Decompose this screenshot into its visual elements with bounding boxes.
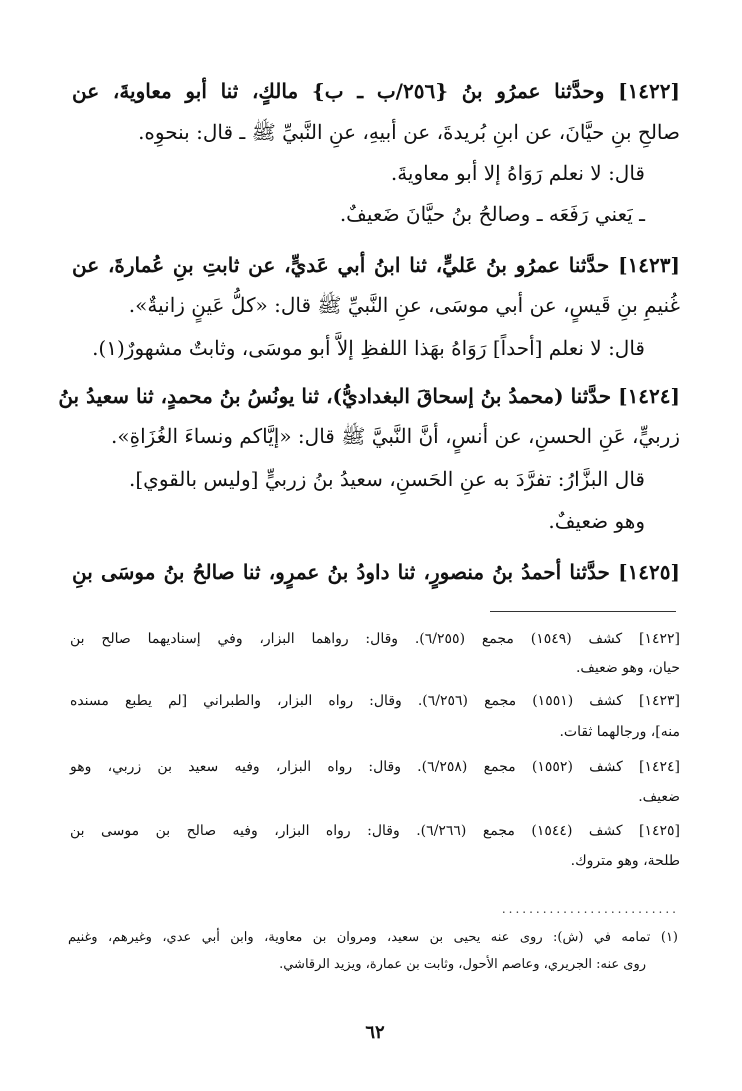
sub-footnote-line-2: روى عنه: الجريري، وعاصم الأحول، وثابت بن عمارة، ويزيد الرقاشي.: [279, 957, 646, 972]
footnote-1425-line-1: [١٤٢٥] كشف (١٥٤٤) مجمع (٦/٢٦٦). وقال: رواه البزار، وفيه صالح بن موسى بن: [70, 823, 680, 839]
hadith-1424-comment-2: وهو ضعيفٌ.: [548, 509, 645, 533]
footnote-1423-line-1: [١٤٢٣] كشف (١٥٥١) مجمع (٦/٢٥٦). وقال: رواه البزار، والطبراني [لم يطبع مسنده: [70, 693, 680, 709]
hadith-1422-comment-1: قال: لا نعلم رَوَاهُ إلا أبو معاويةَ.: [390, 161, 645, 185]
sub-footnote-line-1: (١) تمامه في (ش): روى عنه يحيى بن سعيد، ومروان بن معاوية، وابن أبي عدي، وغيرهم، وغنيم: [68, 930, 678, 945]
hadith-1424-comment-1: قال البزَّارُ: تفرَّدَ به عنِ الحَسنِ، سعيدُ بنُ زربيٍّ [وليس بالقوي].: [129, 467, 645, 491]
hadith-1424-line-1: [١٤٢٤] حدَّثنا (محمدُ بنُ إسحاقَ البغداديُّ)، ثنا يونُسُ بنُ محمدٍ، ثنا سعيدُ بنُ: [58, 384, 680, 408]
hadith-1422-line-1: [١٤٢٢] وحدَّثنا عمرُو بنُ {٢٥٦/ب ـ ب} مالكٍ، ثنا أبو معاويةَ، عن: [72, 79, 680, 103]
footnote-1424-line-2: ضعيف.: [638, 789, 680, 805]
hadith-1422-comment-2: ـ يَعني رَفَعَه ـ وصالحُ بنُ حيَّانَ ضَعيفٌ.: [339, 202, 645, 226]
footnote-1422-line-2: حيان، وهو ضعيف.: [575, 660, 680, 676]
sub-footnote-separator: ..........................: [501, 904, 679, 914]
footnote-1425-line-2: طلحة، وهو متروك.: [570, 853, 680, 869]
hadith-1423-comment: قال: لا نعلم [أحداً] رَوَاهُ بهَذا اللفظِ إلاَّ أبو موسَى، وثابتٌ مشهورٌ(١).: [92, 336, 645, 360]
page-number: ٦٢: [365, 1022, 385, 1043]
footnote-1422-line-1: [١٤٢٢] كشف (١٥٤٩) مجمع (٦/٢٥٥). وقال: رواهما البزار، وفي إسناديهما صالح بن: [70, 631, 680, 647]
hadith-1423-line-2: غُنيمِ بنِ قَيسٍ، عن أبي موسَى، عنِ النَّبيِّ ﷺ قال: «كلُّ عَينٍ زانيةٌ».: [128, 293, 680, 317]
hadith-1423-line-1: [١٤٢٣] حدَّثنا عمرُو بنُ عَليٍّ، ثنا ابنُ أبي عَديٍّ، عن ثابتِ بنِ عُمارةَ، عن: [72, 253, 680, 277]
hadith-1422-line-2: صالحِ بنِ حيَّانَ، عن ابنِ بُريدةَ، عن أبيهِ، عنِ النَّبيِّ ﷺ ـ قال: بنحوِه.: [138, 120, 680, 144]
footnote-1424-line-1: [١٤٢٤] كشف (١٥٥٢) مجمع (٦/٢٥٨). وقال: رواه البزار، وفيه سعيد بن زربي، وهو: [70, 759, 680, 775]
footnote-1423-line-2: منه]، ورجالهما ثقات.: [559, 724, 680, 740]
hadith-1425-line-1: [١٤٢٥] حدَّثنا أحمدُ بنُ منصورٍ، ثنا داودُ بنُ عمرٍو، ثنا صالحُ بنُ موسَى بنِ: [72, 560, 680, 584]
hadith-1424-line-2: زربيٍّ، عَنِ الحسنِ، عن أنسٍ، أنَّ النَّبيَّ ﷺ قال: «إيَّاكم ونساءَ الغُزَاةِ».: [111, 424, 680, 448]
footnote-separator: [490, 611, 676, 612]
